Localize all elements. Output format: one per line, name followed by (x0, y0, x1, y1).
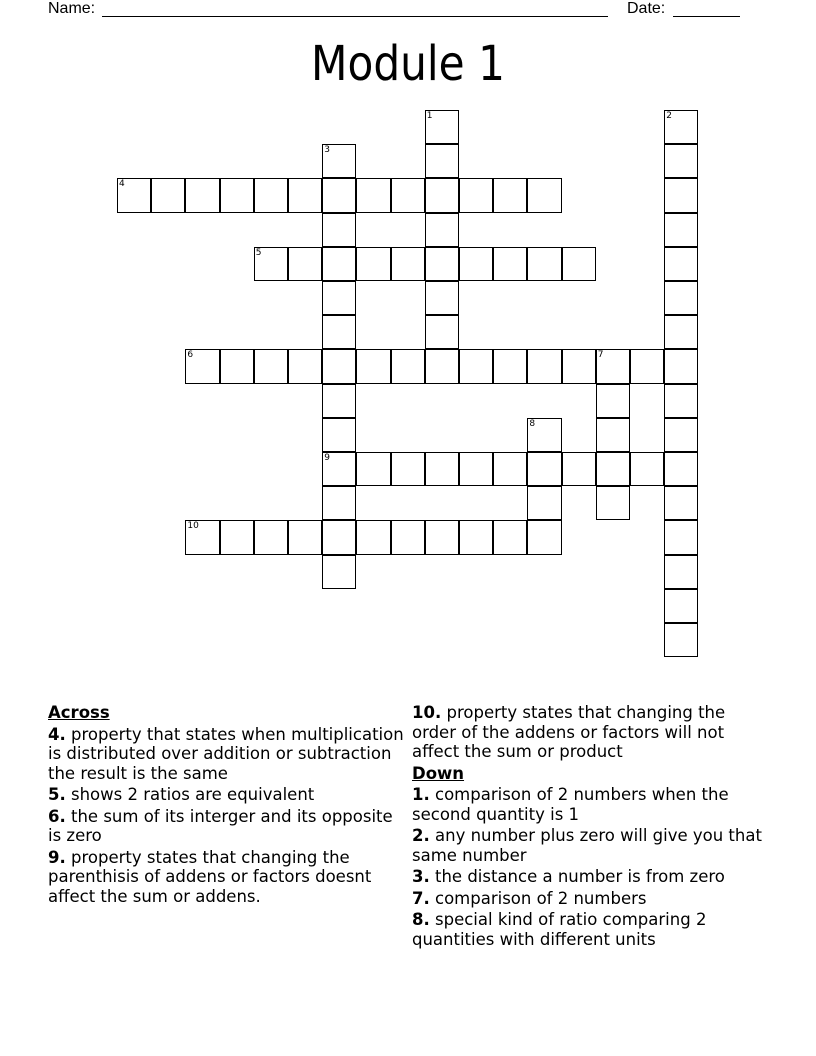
crossword-cell[interactable] (527, 486, 561, 520)
cell-number: 5 (255, 247, 262, 258)
cell-number: 2 (666, 111, 672, 121)
clue-across-4 (48, 725, 408, 784)
crossword-cell[interactable] (425, 452, 459, 486)
crossword-cell[interactable] (664, 623, 698, 657)
crossword-cell[interactable] (527, 452, 561, 486)
crossword-cell[interactable] (322, 555, 356, 589)
clue-down-2 (412, 826, 772, 865)
crossword-cell[interactable] (664, 281, 698, 315)
crossword-cell[interactable] (356, 178, 390, 212)
clue-number: 1. (412, 785, 430, 804)
crossword-cell[interactable] (664, 315, 698, 349)
clue-number: 2. (412, 826, 430, 845)
cell-number: 1 (426, 111, 433, 121)
crossword-cell[interactable] (527, 178, 561, 212)
crossword-cell[interactable] (425, 247, 459, 281)
crossword-cell[interactable] (493, 178, 527, 212)
clues-left-column (48, 703, 408, 908)
crossword-cell[interactable] (596, 452, 630, 486)
clue-text: special kind of ratio comparing 2 quantities with different units (412, 910, 707, 949)
clue-down-7 (412, 889, 772, 909)
cell-number: 8 (529, 418, 536, 429)
crossword-cell[interactable] (664, 589, 698, 623)
crossword-cell[interactable] (322, 213, 356, 247)
crossword-cell[interactable] (459, 452, 493, 486)
clue-text: property states that changing the parenthisis of addens or factors doesnt affect the sum or addens. (48, 847, 372, 906)
cell-number: 6 (187, 350, 194, 361)
crossword-cell[interactable] (596, 486, 630, 520)
clue-text: property states that changing the order of the addens or factors will not affect the sum or product (412, 703, 726, 761)
crossword-cell[interactable] (322, 144, 356, 178)
crossword-cell[interactable] (322, 452, 356, 486)
crossword-cell[interactable] (391, 178, 425, 212)
clues-right-column (412, 703, 772, 951)
crossword-cell[interactable] (288, 178, 322, 212)
cell-number: 7 (597, 350, 604, 361)
clue-number: 10. (412, 703, 442, 722)
clue-down-1 (412, 785, 772, 824)
clue-text: property that states when multiplication is distributed over addition or subtraction the result is the same (48, 724, 404, 783)
crossword-cell[interactable] (151, 178, 185, 212)
crossword-cell[interactable] (527, 520, 561, 554)
crossword-cell[interactable] (391, 349, 425, 383)
clue-text: any number plus zero will give you that same number (412, 826, 762, 865)
crossword-cell[interactable] (425, 349, 459, 383)
clue-text: the distance a number is from zero (435, 867, 725, 886)
crossword-cell[interactable] (356, 520, 390, 554)
crossword-cell[interactable] (185, 520, 219, 554)
crossword-cell[interactable] (527, 349, 561, 383)
crossword-cell[interactable] (562, 247, 596, 281)
clue-text: the sum of its interger and its opposite is zero (48, 806, 393, 845)
cell-number: 4 (119, 179, 125, 190)
crossword-cell[interactable] (322, 315, 356, 349)
crossword-cell[interactable] (493, 247, 527, 281)
crossword-cell[interactable] (425, 110, 459, 144)
crossword-cell[interactable] (391, 247, 425, 281)
crossword-cell[interactable] (185, 349, 219, 383)
crossword-cell[interactable] (562, 452, 596, 486)
clue-number: 9. (48, 847, 66, 867)
cell-number: 3 (324, 145, 330, 156)
crossword-cell[interactable] (220, 178, 254, 212)
crossword-cell[interactable] (459, 247, 493, 281)
clue-down-8 (412, 910, 772, 949)
crossword-cell[interactable] (425, 144, 459, 178)
clue-number: 3. (412, 867, 430, 886)
crossword-cell[interactable] (425, 281, 459, 315)
clue-number: 7. (412, 888, 430, 908)
clue-down-3 (412, 867, 772, 887)
clue-number: 8. (412, 910, 430, 929)
crossword-cell[interactable] (459, 520, 493, 554)
crossword-cell[interactable] (596, 418, 630, 452)
crossword-cell[interactable] (322, 520, 356, 554)
clue-text: comparison of 2 numbers when the second quantity is 1 (412, 785, 729, 824)
crossword-cell[interactable] (630, 349, 664, 383)
crossword-cell[interactable] (391, 452, 425, 486)
crossword-cell[interactable] (391, 520, 425, 554)
crossword-cell[interactable] (493, 349, 527, 383)
cell-number: 10 (187, 521, 199, 532)
crossword-cell[interactable] (664, 178, 698, 212)
crossword-cell[interactable] (117, 178, 151, 212)
crossword-cell[interactable] (425, 213, 459, 247)
crossword-cell[interactable] (322, 486, 356, 520)
crossword-cell[interactable] (425, 315, 459, 349)
crossword-cell[interactable] (425, 520, 459, 554)
crossword-cell[interactable] (254, 247, 288, 281)
crossword-cell[interactable] (664, 349, 698, 383)
crossword-cell[interactable] (664, 247, 698, 281)
across-heading: Across (48, 703, 110, 722)
crossword-cell[interactable] (664, 144, 698, 178)
crossword-cell[interactable] (664, 520, 698, 554)
date-label: Date: (627, 0, 666, 17)
crossword-cell[interactable] (664, 384, 698, 418)
crossword-cell[interactable] (356, 349, 390, 383)
crossword-cell[interactable] (664, 110, 698, 144)
crossword-cell[interactable] (664, 555, 698, 589)
clue-across-5 (48, 785, 408, 805)
crossword-cell[interactable] (220, 520, 254, 554)
crossword-cell[interactable] (288, 520, 322, 554)
crossword-cell[interactable] (254, 178, 288, 212)
crossword-cell[interactable] (493, 452, 527, 486)
crossword-cell[interactable] (322, 178, 356, 212)
crossword-cell[interactable] (322, 349, 356, 383)
crossword-cell[interactable] (664, 452, 698, 486)
crossword-cell[interactable] (322, 384, 356, 418)
crossword-cell[interactable] (288, 247, 322, 281)
clue-across-6 (48, 807, 408, 846)
clue-number: 6. (48, 806, 66, 826)
clue-across-9 (48, 848, 408, 907)
down-heading: Down (412, 763, 465, 783)
crossword-cell[interactable] (185, 178, 219, 212)
crossword-cell[interactable] (322, 418, 356, 452)
crossword-cell[interactable] (322, 281, 356, 315)
crossword-cell[interactable] (664, 213, 698, 247)
name-label: Name: (48, 0, 96, 17)
clue-number: 5. (48, 785, 66, 804)
crossword-cell[interactable] (288, 349, 322, 383)
clue-text: comparison of 2 numbers (435, 888, 647, 908)
crossword-cell[interactable] (254, 520, 288, 554)
crossword-cell[interactable] (356, 452, 390, 486)
cell-number: 9 (324, 453, 330, 463)
crossword-cell[interactable] (459, 349, 493, 383)
page-title: Module 1 (311, 36, 505, 92)
crossword-cell[interactable] (322, 247, 356, 281)
crossword-cell[interactable] (356, 247, 390, 281)
crossword-cell[interactable] (664, 486, 698, 520)
crossword-cell[interactable] (596, 384, 630, 418)
crossword-cell[interactable] (493, 520, 527, 554)
clue-text: shows 2 ratios are equivalent (71, 785, 315, 804)
crossword-cell[interactable] (220, 349, 254, 383)
clue-number: 4. (48, 724, 66, 744)
crossword-cell[interactable] (596, 349, 630, 383)
crossword-cell[interactable] (459, 178, 493, 212)
clue-across-10 (412, 703, 772, 762)
crossword-cell[interactable] (630, 452, 664, 486)
crossword-cell[interactable] (527, 247, 561, 281)
crossword-cell[interactable] (562, 349, 596, 383)
crossword-cell[interactable] (254, 349, 288, 383)
crossword-cell[interactable] (425, 178, 459, 212)
crossword-cell[interactable] (527, 418, 561, 452)
crossword-cell[interactable] (664, 418, 698, 452)
